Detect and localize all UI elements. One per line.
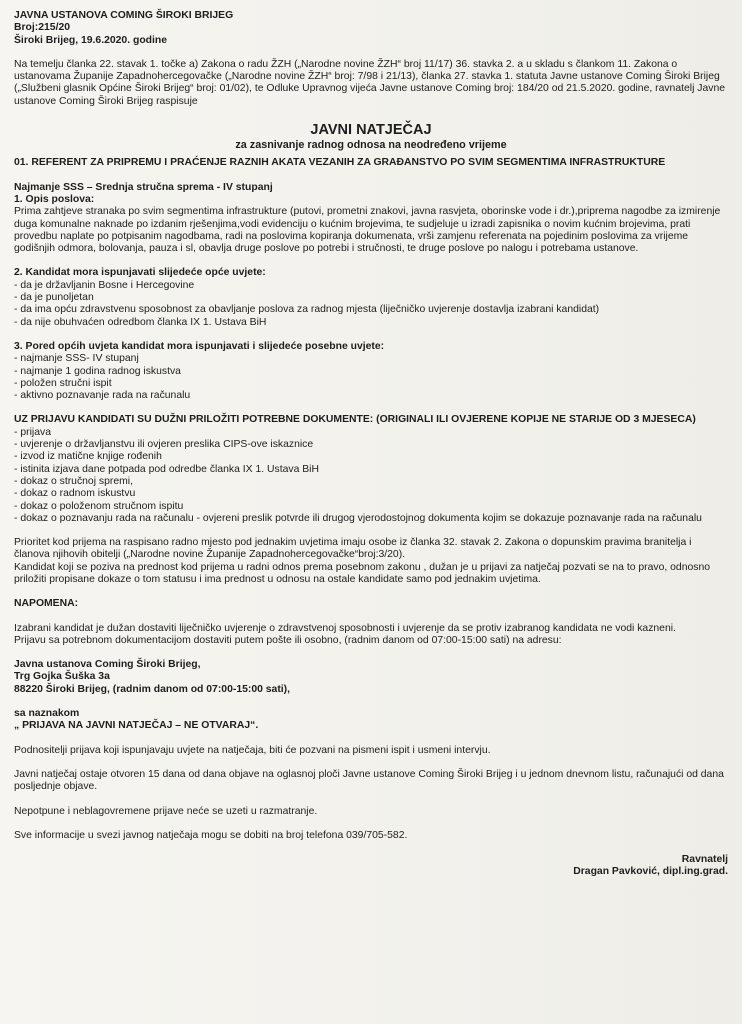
- signature-name: Dragan Pavković, dipl.ing.grad.: [573, 866, 728, 878]
- note-heading: NAPOMENA:: [14, 598, 79, 610]
- closing-paragraph: Nepotpune i neblagovremene prijave neće se uzeti u razmatranje.: [14, 805, 318, 817]
- signature-role: Ravnatelj: [681, 854, 728, 866]
- general-conditions-heading: 2. Kandidat mora ispunjavati slijedeće opće uvjete:: [14, 267, 266, 279]
- duties-heading: 1. Opis poslova:: [14, 193, 95, 205]
- header-block: [14, 10, 728, 47]
- list-item: - uvjerenje o državljanstvu ili ovjeren preslika CIPS-ove iskaznice: [14, 439, 728, 451]
- marking-text: „ PRIJAVA NA JAVNI NATJEČAJ – NE OTVARAJ“.: [14, 720, 259, 732]
- documents-list: [14, 427, 728, 525]
- position-title: 01. REFERENT ZA PRIPREMU I PRAĆENJE RAZNIH AKATA VEZANIH ZA GRAĐANSTVO PO SVIM SEGMENTIMA INFRASTRUKTURE: [14, 157, 666, 169]
- list-item: - položen stručni ispit: [14, 378, 728, 390]
- priority-paragraph: Prioritet kod prijema na raspisano radno mjesto pod jednakim uvjetima imaju osobe iz članka 32. stavak 2. Zakona o dopunskim pravima branitelja i članova njihovih obitelji („Narodne novine Županije Zapadnohercegovačke“broj:3/20).: [14, 537, 692, 561]
- list-item: - dokaz o položenom stručnom ispitu: [14, 501, 728, 513]
- duties-text: Prima zahtjeve stranaka po svim segmentima infrastrukture (putovi, prometni znakovi, javna rasvjeta, oborinske vode i dr.),priprema nagodbe za izmirenje duga komunalne naknade po izdanim rješenjima,vodi evidenciju o kućnim brojevima, te sudjeluje u izradi zapisnika o novim kućnim brojevima, prati provedbu naplate po potpisanim nagodbama, radi na poslovima kopiranja dokumenata, vrši zamjenu referenata na pojedinim poslovima za vrijeme godišnjih odmora, bolovanja, pauza i sl, obavlja druge poslove po potrebi i stručnosti, te druge poslove po nalogu i potrebama ustanove.: [14, 206, 721, 255]
- list-item: - da je državljanin Bosne i Hercegovine: [14, 280, 728, 292]
- list-item: - da nije obuhvaćen odredbom članka IX 1. Ustava BiH: [14, 317, 728, 329]
- institution-name: JAVNA USTANOVA COMING ŠIROKI BRIJEG: [14, 10, 234, 21]
- list-item: - aktivno poznavanje rada na računalu: [14, 390, 728, 402]
- notice-title: JAVNI NATJEČAJ: [310, 122, 432, 139]
- closing-paragraph: Sve informacije u svezi javnog natječaja mogu se dobiti na broj telefona 039/705-582.: [14, 829, 408, 841]
- qualification: Najmanje SSS – Srednja stručna sprema - IV stupanj: [14, 181, 273, 193]
- place-date: Široki Brijeg, 19.6.2020. godine: [14, 34, 168, 46]
- list-item: - izvod iz matične knjige rođenih: [14, 451, 728, 463]
- general-conditions-list: [14, 280, 728, 329]
- list-item: - da je punoljetan: [14, 292, 728, 304]
- document-number: Broj:215/20: [14, 22, 71, 34]
- list-item: - najmanje 1 godina radnog iskustva: [14, 366, 728, 378]
- special-conditions-list: [14, 353, 728, 402]
- documents-heading: UZ PRIJAVU KANDIDATI SU DUŽNI PRILOŽITI POTREBNE DOKUMENTE: (ORIGINALI ILI OVJERENE KOPIJE NE STARIJE OD 3 MJESECA): [14, 414, 696, 426]
- closing-paragraph: Podnositelji prijava koji ispunjavaju uvjete na natječaja, biti će pozvani na pismeni ispit i usmeni intervju.: [14, 744, 491, 756]
- marking-label: sa naznakom: [14, 708, 80, 720]
- address-line: 88220 Široki Brijeg, (radnim danom od 07:00-15:00 sati),: [14, 683, 291, 695]
- list-item: - dokaz o radnom iskustvu: [14, 488, 728, 500]
- note-text: Prijavu sa potrebnom dokumentacijom dostaviti putem pošte ili osobno, (radnim danom od 07:00-15:00 sati) na adresu:: [14, 634, 562, 646]
- list-item: - dokaz o poznavanju rada na računalu - ovjereni preslik potvrde ili drugog vjerodostojnog dokumenta kojim se dokazuje poznavanje rada na računalu: [14, 513, 728, 525]
- priority-paragraph: Kandidat koji se poziva na prednost kod prijema u radni odnos prema posebnom zakonu , dužan je u prijavi za natječaj pozvati se na to pravo, odnosno priložiti propisane dokaze o tom statusu i ima prednost u odnosu na ostale kandidate samo pod jednakim uvjetima.: [14, 561, 711, 585]
- address-line: Trg Gojka Šuška 3a: [14, 671, 110, 683]
- address-line: Javna ustanova Coming Široki Brijeg,: [14, 659, 201, 671]
- preamble: Na temelju članka 22. stavak 1. točke a) Zakona o radu ŽZH („Narodne novine ŽZH“ broj 11/17) 36. stavka 2. a u skladu s člankom 11. Zakona o ustanovama Županije Zapadnohercegovačke („Narodne novine ŽZH“ broj: 7/98 i 21/13), članka 27. stavka 1. statuta Javne ustanove Coming Široki Brijeg („Službeni glasnik Općine Široki Brijeg“ broj: 01/02), te Odluke Upravnog vijeća Javne ustanove Coming broj: 184/20 od 21.5.2020. godine, ravnatelj Javne ustanove Coming Široki Brijeg raspisuje: [14, 58, 726, 107]
- closing-paragraph: Javni natječaj ostaje otvoren 15 dana od dana objave na oglasnoj ploči Javne ustanove Coming Široki Brijeg i u jednom dnevnom listu, računajući od dana posljednje objave.: [14, 768, 724, 793]
- note-text: Izabrani kandidat je dužan dostaviti liječničko uvjerenje o zdravstvenoj sposobnosti i uvjerenje da se protiv izabranog kandidata ne vodi kazneni.: [14, 622, 676, 634]
- list-item: - prijava: [14, 427, 728, 439]
- list-item: - da ima opću zdravstvenu sposobnost za obavljanje poslova za radnog mjesta (liječničko uvjerenje dostavlja izabrani kandidat): [14, 304, 728, 316]
- list-item: - najmanje SSS- IV stupanj: [14, 353, 728, 365]
- list-item: - istinita izjava dane potpada pod odredbe članka IX 1. Ustava BiH: [14, 464, 728, 476]
- special-conditions-heading: 3. Pored općih uvjeta kandidat mora ispunjavati i slijedeće posebne uvjete:: [14, 340, 385, 352]
- list-item: - dokaz o stručnoj spremi,: [14, 476, 728, 488]
- notice-subtitle: za zasnivanje radnog odnosa na neodređeno vrijeme: [235, 139, 507, 152]
